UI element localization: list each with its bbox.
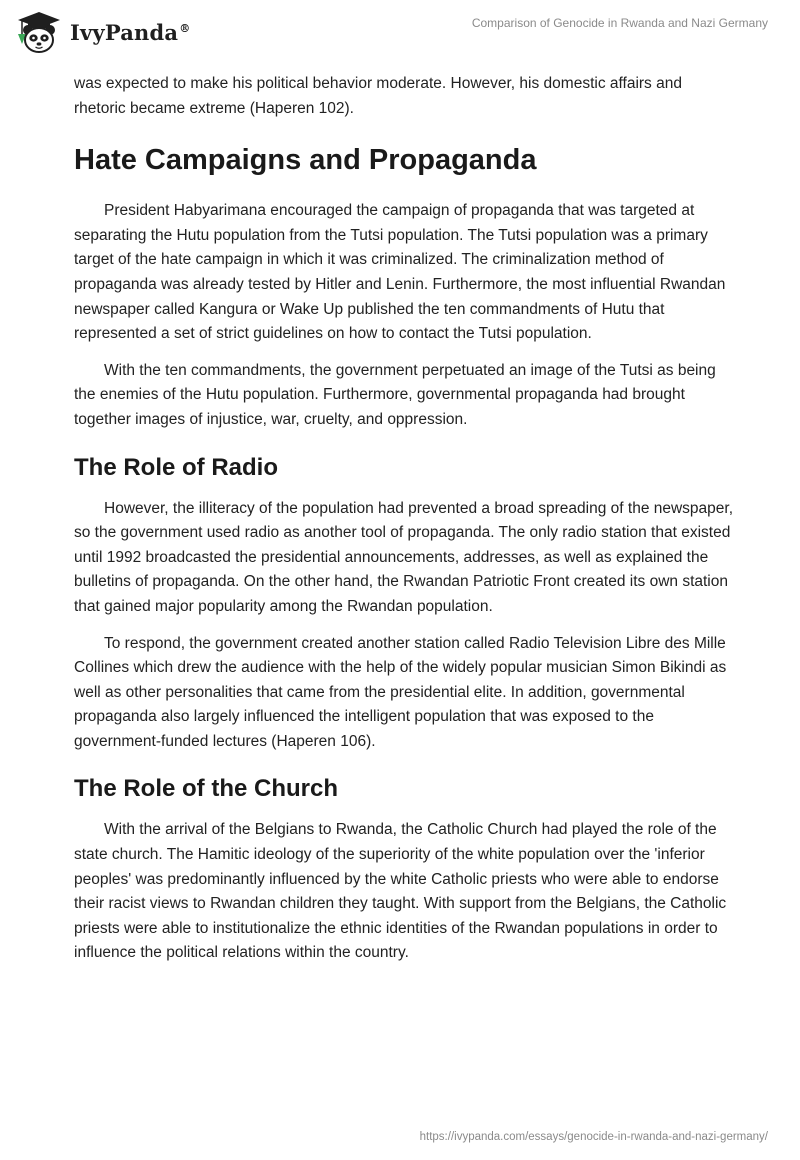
intro-paragraph: was expected to make his political behavior moderate. However, his domestic affairs and rhetoric became extreme (Haperen 102). xyxy=(74,75,682,117)
paragraph: However, the illiteracy of the population had prevented a broad spreading of the newspaper, so the government used radio as another tool of propaganda. The only radio station that existed until 1992 broadcasted the presidential announcements, addresses, as well as explained the bulletins of propaganda. On the other hand, the Rwandan Patriotic Front created its own station that gained major popularity among the Rwandan population. xyxy=(74,499,734,615)
panda-graduate-icon xyxy=(14,10,64,54)
heading-role-of-radio: The Role of Radio xyxy=(74,453,278,481)
logo-wordmark xyxy=(70,20,190,45)
paragraph: President Habyarimana encouraged the campaign of propaganda that was targeted at separating the Hutu population from the Tutsi population. The Tutsi population was a primary target of the hate campaign in which it was criminalized. The criminalization method of propaganda was already tested by Hitler and Lenin. Furthermore, the most influential Rwandan newspaper called Kangura or Wake Up published the ten commandments of Hutu that represented a set of strict guidelines on how to contact the Tutsi population. xyxy=(74,202,726,343)
registered-mark: ® xyxy=(179,21,191,35)
paragraph: With the ten commandments, the government perpetuated an image of the Tutsi as being the enemies of the Hutu population. Furthermore, governmental propaganda had brought together images of injustice, war, cruelty, and oppression. xyxy=(74,361,716,428)
document-title: Comparison of Genocide in Rwanda and Nazi Germany xyxy=(471,16,768,30)
essay-content xyxy=(74,72,734,978)
heading-hate-campaigns: Hate Campaigns and Propaganda xyxy=(74,144,537,177)
ivypanda-logo[interactable] xyxy=(14,8,190,56)
paragraph: To respond, the government created another station called Radio Television Libre des Mille Collines which drew the audience with the help of the widely popular musician Simon Bikindi as well as other personalities that came from the presidential elite. In addition, governmental propaganda also largely influenced the intelligent population that was exposed to the government-funded lectures (Haperen 106). xyxy=(74,634,727,750)
logo-text: IvyPanda xyxy=(70,19,179,45)
paragraph: With the arrival of the Belgians to Rwanda, the Catholic Church had played the role of the state church. The Hamitic ideology of the superiority of the white population over the 'inferior peoples' was predominantly influenced by the white Catholic priests who were able to endorse their racist views to Rwandan children they taught. With support from the Belgians, the Catholic priests were able to institutionalize the ethnic identities of the Rwandan populations in order to influence the political relations within the country. xyxy=(74,821,727,962)
source-url-link[interactable]: https://ivypanda.com/essays/genocide-in-rwanda-and-nazi-germany/ xyxy=(419,1131,768,1143)
page-header xyxy=(0,0,800,62)
heading-role-of-church: The Role of the Church xyxy=(74,775,338,803)
